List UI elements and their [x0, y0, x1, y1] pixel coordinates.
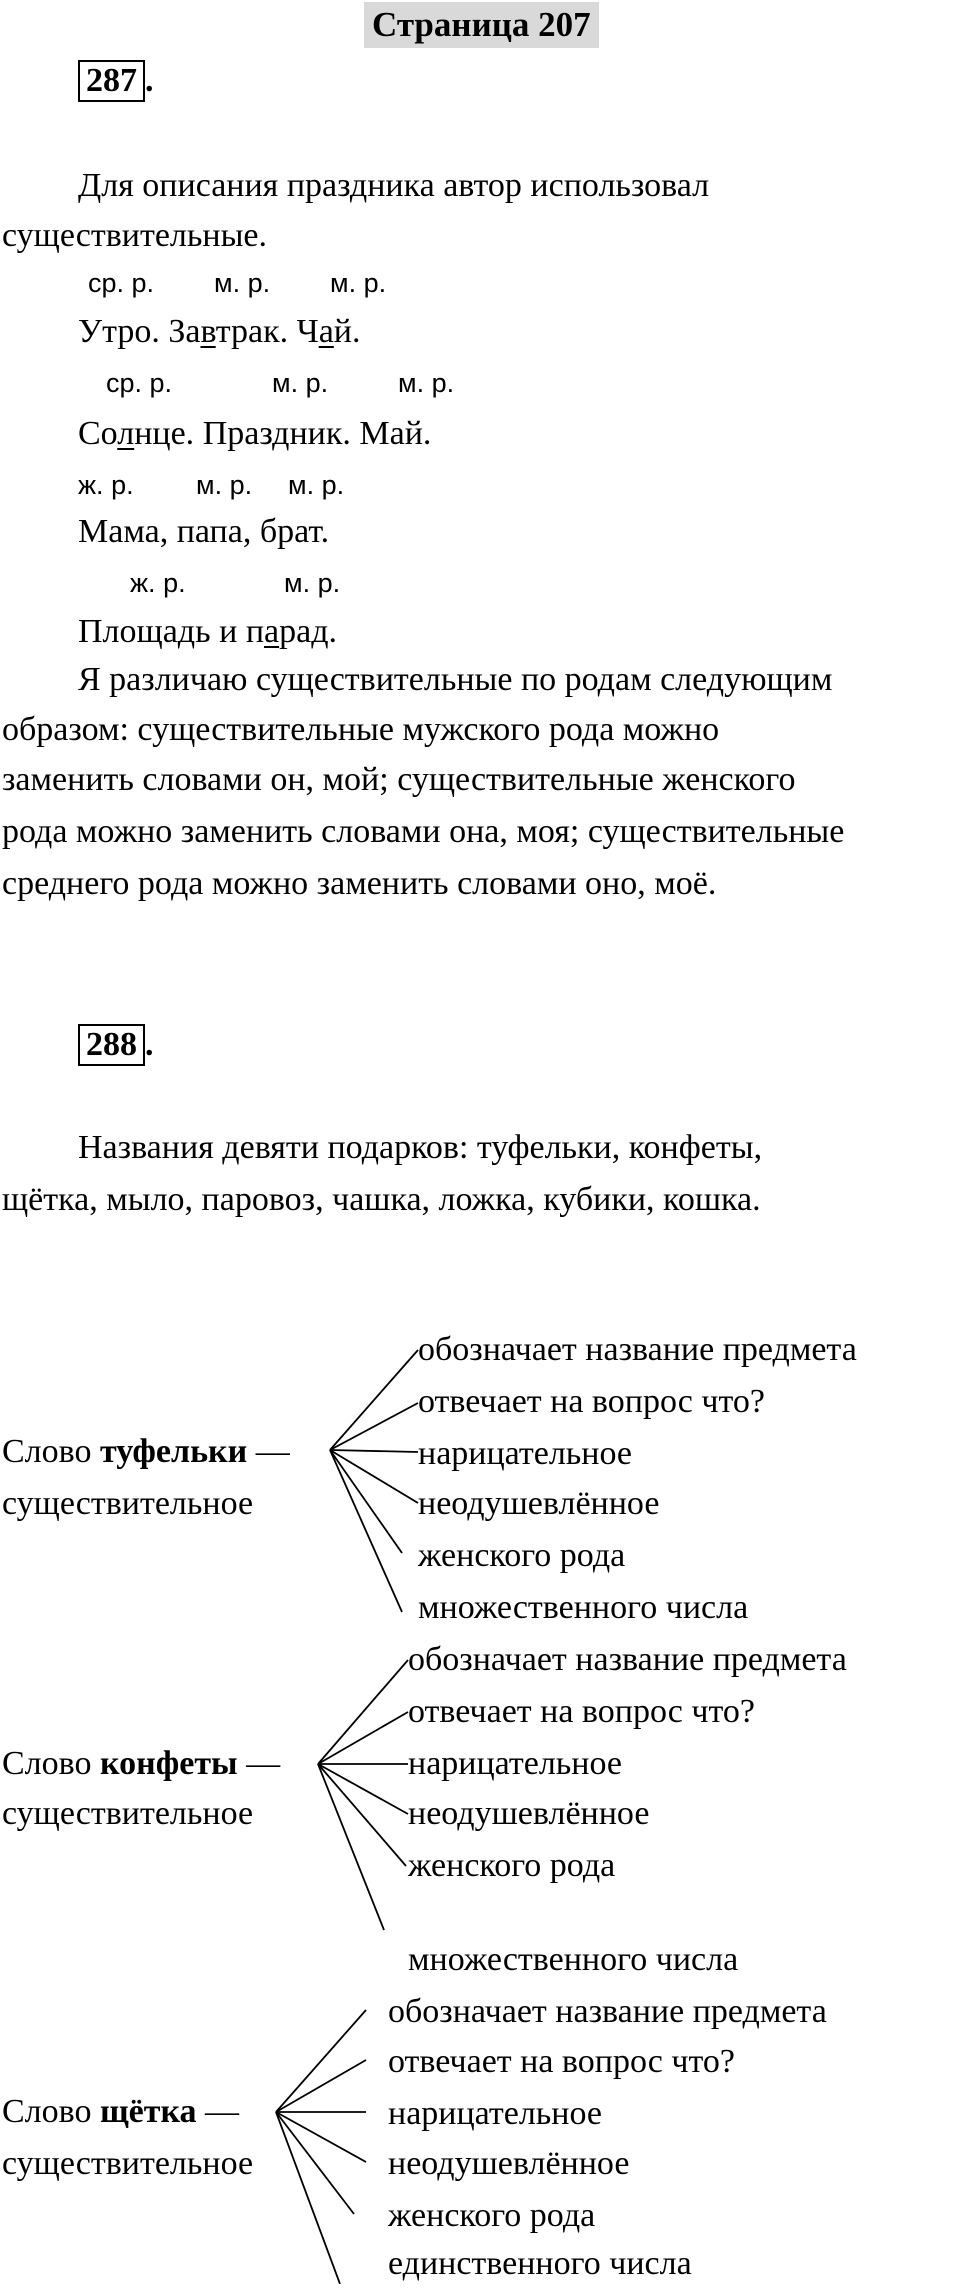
feature-item: отвечает на вопрос что?	[408, 1693, 755, 1730]
feature-item: множественного числа	[408, 1941, 739, 1978]
noun-line: Мама, папа, брат.	[78, 513, 330, 550]
gender-note: м. р.	[330, 268, 387, 298]
connector-line	[318, 1764, 406, 1866]
word-label: Слово конфеты —	[2, 1745, 281, 1782]
feature-item: нарицательное	[388, 2095, 603, 2132]
gender-note: м. р.	[214, 268, 271, 298]
word-label: Слово щётка —	[2, 2093, 240, 2130]
gender-note: ср. р.	[106, 368, 173, 398]
connector-line	[318, 1764, 384, 1930]
connector-line	[330, 1450, 418, 1503]
noun-line: Утро. Завтрак. Чай.	[78, 313, 361, 350]
feature-item: обозначает название предмета	[408, 1641, 847, 1678]
ex287-paragraph-line: образом: существительные мужского рода можно	[2, 711, 720, 748]
gender-note: ж. р.	[78, 470, 134, 500]
ex288-intro-line1: Названия девяти подарков: туфельки, конфеты,	[78, 1129, 763, 1166]
ex287-intro-line1: Для описания праздника автор использовал	[78, 167, 710, 204]
gender-note: м. р.	[272, 368, 329, 398]
feature-item: множественного числа	[418, 1589, 749, 1626]
connector-line	[330, 1450, 402, 1553]
exercise-number-288: 288 .	[78, 1024, 154, 1066]
feature-item: неодушевлённое	[388, 2145, 630, 2182]
feature-item: обозначает название предмета	[418, 1331, 857, 1368]
ex287-paragraph-line: заменить словами он, мой; существительные женского	[2, 761, 796, 798]
feature-item: неодушевлённое	[408, 1795, 650, 1832]
feature-item: женского рода	[408, 1847, 616, 1884]
ex287-intro-line2: существительные.	[2, 217, 268, 254]
connector-line	[330, 1450, 418, 1452]
ex287-paragraph-line: рода можно заменить словами она, моя; существительные	[2, 813, 845, 850]
ex288-intro-line2: щётка, мыло, паровоз, чашка, ложка, кубики, кошка.	[2, 1181, 761, 1218]
ex287-paragraph-line: Я различаю существительные по родам следующим	[78, 661, 833, 698]
gender-note: м. р.	[398, 368, 455, 398]
gender-note: м. р.	[284, 568, 341, 598]
gender-note: ж. р.	[130, 568, 186, 598]
word-category: существительное	[2, 1485, 254, 1522]
feature-item: отвечает на вопрос что?	[388, 2043, 735, 2080]
connector-line	[318, 1712, 408, 1764]
gender-note: м. р.	[288, 470, 345, 500]
noun-line: Площадь и парад.	[78, 613, 338, 650]
connector-line	[318, 1764, 408, 1814]
connector-line	[276, 2112, 354, 2214]
connector-line	[330, 1403, 418, 1450]
feature-item: неодушевлённое	[418, 1485, 660, 1522]
word-category: существительное	[2, 1795, 254, 1832]
gender-note: м. р.	[196, 470, 253, 500]
page-title: Страница 207	[364, 2, 599, 48]
feature-item: отвечает на вопрос что?	[418, 1383, 765, 1420]
feature-item: обозначает название предмета	[388, 1993, 827, 2030]
connector-line	[276, 2060, 366, 2112]
feature-item: нарицательное	[418, 1435, 633, 1472]
connector-line	[318, 1660, 408, 1764]
word-category: существительное	[2, 2145, 254, 2182]
gender-note: ср. р.	[88, 268, 155, 298]
feature-item: единственного числа	[388, 2245, 692, 2282]
feature-item: женского рода	[388, 2197, 596, 2234]
exercise-number-287: 287 .	[78, 60, 154, 102]
connector-line	[330, 1350, 418, 1450]
connector-line	[276, 2112, 366, 2162]
exercise-number-box: 287	[78, 60, 145, 102]
connector-line	[276, 2010, 366, 2112]
exercise-number-box: 288	[78, 1024, 145, 1066]
noun-line: Солнце. Праздник. Май.	[78, 415, 432, 452]
feature-item: женского рода	[418, 1537, 626, 1574]
word-label: Слово туфельки —	[2, 1433, 290, 1470]
ex287-paragraph-line: среднего рода можно заменить словами оно, моё.	[2, 865, 717, 902]
feature-item: нарицательное	[408, 1745, 623, 1782]
connector-line	[276, 2112, 340, 2284]
connector-line	[330, 1450, 402, 1612]
